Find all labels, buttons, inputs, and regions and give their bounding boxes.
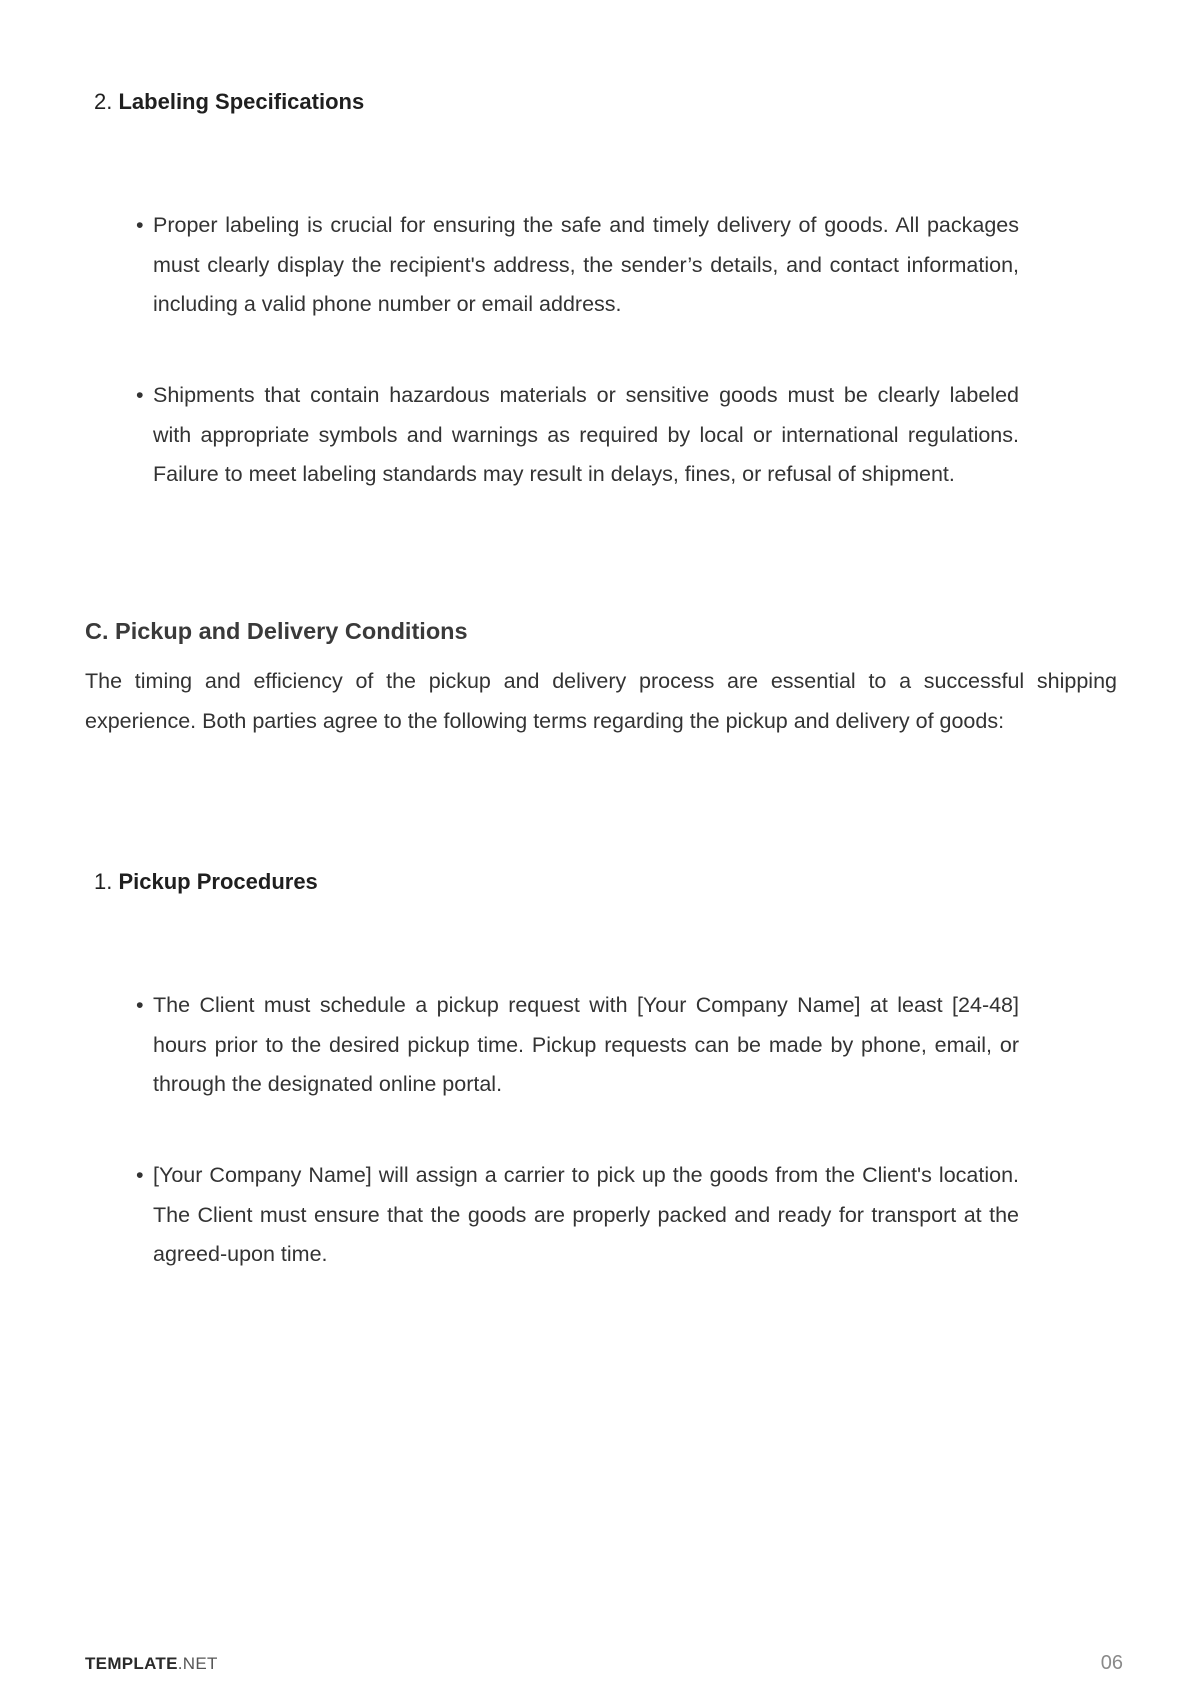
list-item: • Proper labeling is crucial for ensuring the safe and timely delivery of goods. All packages must clearly display the recipient's address, the sender’s details, and contact information, including a valid phone number or email address. (153, 206, 1019, 325)
section-body: The timing and efficiency of the pickup and delivery process are essential to a successful shipping experience. Both parties agree to the following terms regarding the pickup and delivery of goods: (85, 669, 1117, 733)
subsection-number: 1. (94, 869, 113, 894)
footer-brand-logo (85, 1652, 218, 1676)
list-item: • Shipments that contain hazardous materials or sensitive goods must be clearly labeled with appropriate symbols and warnings as required by local or international regulations. Failure to meet labeling standards may result in delays, fines, or refusal of shipment. (153, 376, 1019, 495)
page-number: 06 (1100, 1652, 1123, 1674)
list-item: • The Client must schedule a pickup request with [Your Company Name] at least [24-48] hours prior to the desired pickup time. Pickup requests can be made by phone, email, or through the designated online portal. (153, 986, 1019, 1105)
section-title: C. Pickup and Delivery Conditions (85, 618, 468, 644)
subsection-title: Labeling Specifications (118, 89, 365, 114)
list-item: • [Your Company Name] will assign a carrier to pick up the goods from the Client's location. The Client must ensure that the goods are properly packed and ready for transport at the agreed-upon time. (153, 1156, 1019, 1275)
subsection-heading-pickup (94, 866, 318, 898)
brand-name: TEMPLATE (85, 1654, 178, 1673)
brand-suffix: .NET (177, 1654, 218, 1673)
subsection-heading-labeling (94, 86, 364, 118)
subsection-number: 2. (94, 89, 113, 114)
subsection-title: Pickup Procedures (118, 869, 318, 894)
